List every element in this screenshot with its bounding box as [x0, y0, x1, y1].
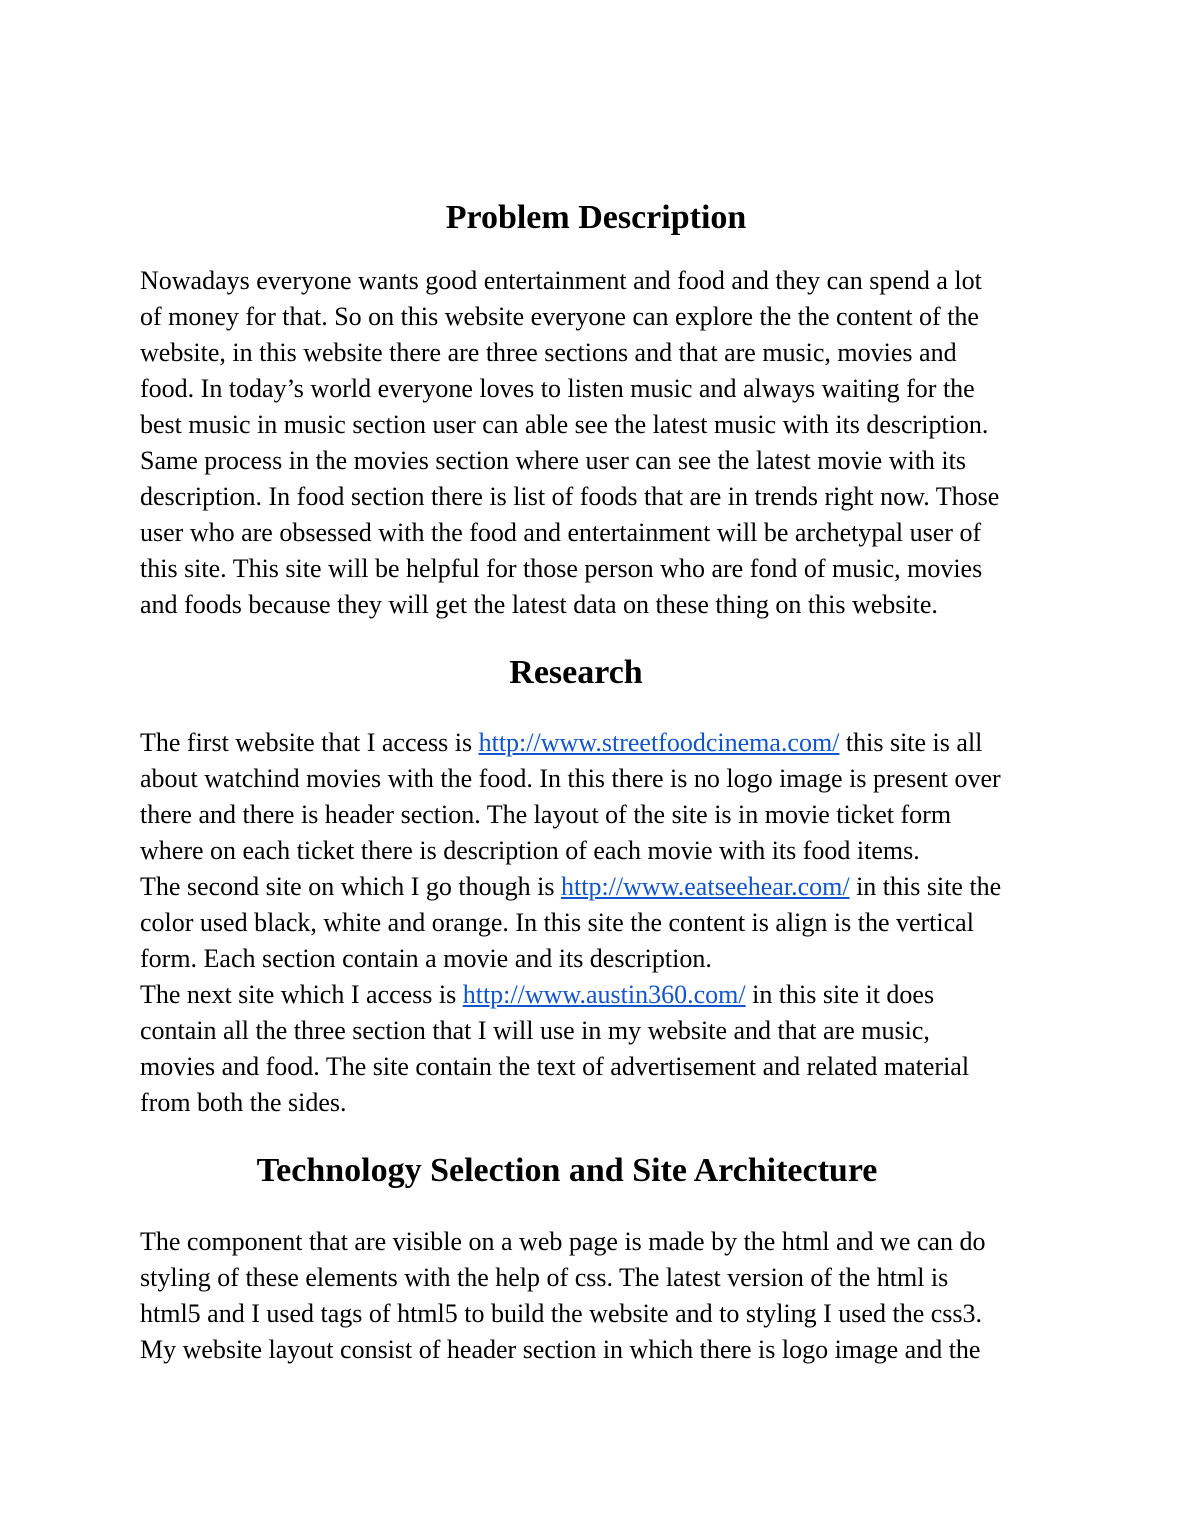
text-segment: description. In food section there is list of foods that are in trends right now. Those — [140, 482, 1000, 511]
text-line — [140, 1085, 1001, 1121]
text-segment: and foods because they will get the latest data on these thing on this website. — [140, 590, 938, 619]
section-heading: Problem Description — [445, 199, 747, 236]
text-segment: from both the sides. — [140, 1088, 347, 1117]
text-segment: there and there is header section. The layout of the site is in movie ticket form — [140, 800, 952, 829]
hyperlink[interactable]: http://www.austin360.com/ — [462, 980, 746, 1009]
text-segment: contain all the three section that I will use in my website and that are music, — [140, 1016, 930, 1045]
text-segment: movies and food. The site contain the text of advertisement and related material — [140, 1052, 970, 1081]
text-segment: The component that are visible on a web page is made by the html and we can do — [140, 1227, 986, 1256]
text-line — [140, 515, 999, 551]
text-segment: My website layout consist of header section in which there is logo image and the — [140, 1335, 981, 1364]
text-segment: user who are obsessed with the food and entertainment will be archetypal user of — [140, 518, 982, 547]
section-heading: Technology Selection and Site Architecture — [256, 1152, 878, 1189]
text-segment: this site is all — [839, 728, 983, 757]
text-line — [140, 1224, 985, 1260]
text-segment: in this site the — [849, 872, 1002, 901]
text-line — [140, 797, 1001, 833]
text-line — [140, 725, 1001, 761]
text-segment: best music in music section user can able see the latest music with its description. — [140, 410, 989, 439]
text-line — [140, 869, 1001, 905]
text-segment: styling of these elements with the help of css. The latest version of the html is — [140, 1263, 949, 1292]
text-line — [140, 263, 999, 299]
text-segment: website, in this website there are three sections and that are music, movies and — [140, 338, 957, 367]
text-line — [140, 905, 1001, 941]
text-segment: about watchind movies with the food. In this there is no logo image is present over — [140, 764, 1001, 793]
text-line — [140, 761, 1001, 797]
text-line — [140, 407, 999, 443]
text-line — [140, 335, 999, 371]
text-segment: The second site on which I go though is — [140, 872, 561, 901]
section-paragraph — [140, 263, 999, 623]
text-segment: form. Each section contain a movie and its description. — [140, 944, 712, 973]
text-line — [140, 371, 999, 407]
text-segment: food. In today’s world everyone loves to listen music and always waiting for the — [140, 374, 975, 403]
text-segment: The first website that I access is — [140, 728, 479, 757]
text-line — [140, 587, 999, 623]
text-line — [140, 833, 1001, 869]
text-segment: this site. This site will be helpful for those person who are fond of music, movies — [140, 554, 983, 583]
text-line — [140, 479, 999, 515]
text-segment: where on each ticket there is description of each movie with its food items. — [140, 836, 920, 865]
text-line — [140, 941, 1001, 977]
text-segment: in this site it does — [745, 980, 935, 1009]
text-segment: html5 and I used tags of html5 to build the website and to styling I used the css3. — [140, 1299, 983, 1328]
text-line — [140, 443, 999, 479]
text-line — [140, 1260, 985, 1296]
text-segment: The next site which I access is — [140, 980, 463, 1009]
text-segment: Nowadays everyone wants good entertainment and food and they can spend a lot — [140, 266, 982, 295]
text-segment: of money for that. So on this website everyone can explore the the content of the — [140, 302, 979, 331]
section-paragraph — [140, 725, 1001, 1121]
section-paragraph — [140, 1224, 985, 1368]
text-line — [140, 1013, 1001, 1049]
section-heading: Research — [509, 654, 643, 691]
text-line — [140, 1296, 985, 1332]
text-line — [140, 1332, 985, 1368]
text-line — [140, 551, 999, 587]
text-line — [140, 977, 1001, 1013]
text-segment: color used black, white and orange. In this site the content is align is the vertical — [140, 908, 974, 937]
text-segment: Same process in the movies section where user can see the latest movie with its — [140, 446, 966, 475]
hyperlink[interactable]: http://www.eatseehear.com/ — [561, 872, 850, 901]
text-line — [140, 1049, 1001, 1085]
text-line — [140, 299, 999, 335]
hyperlink[interactable]: http://www.streetfoodcinema.com/ — [478, 728, 840, 757]
